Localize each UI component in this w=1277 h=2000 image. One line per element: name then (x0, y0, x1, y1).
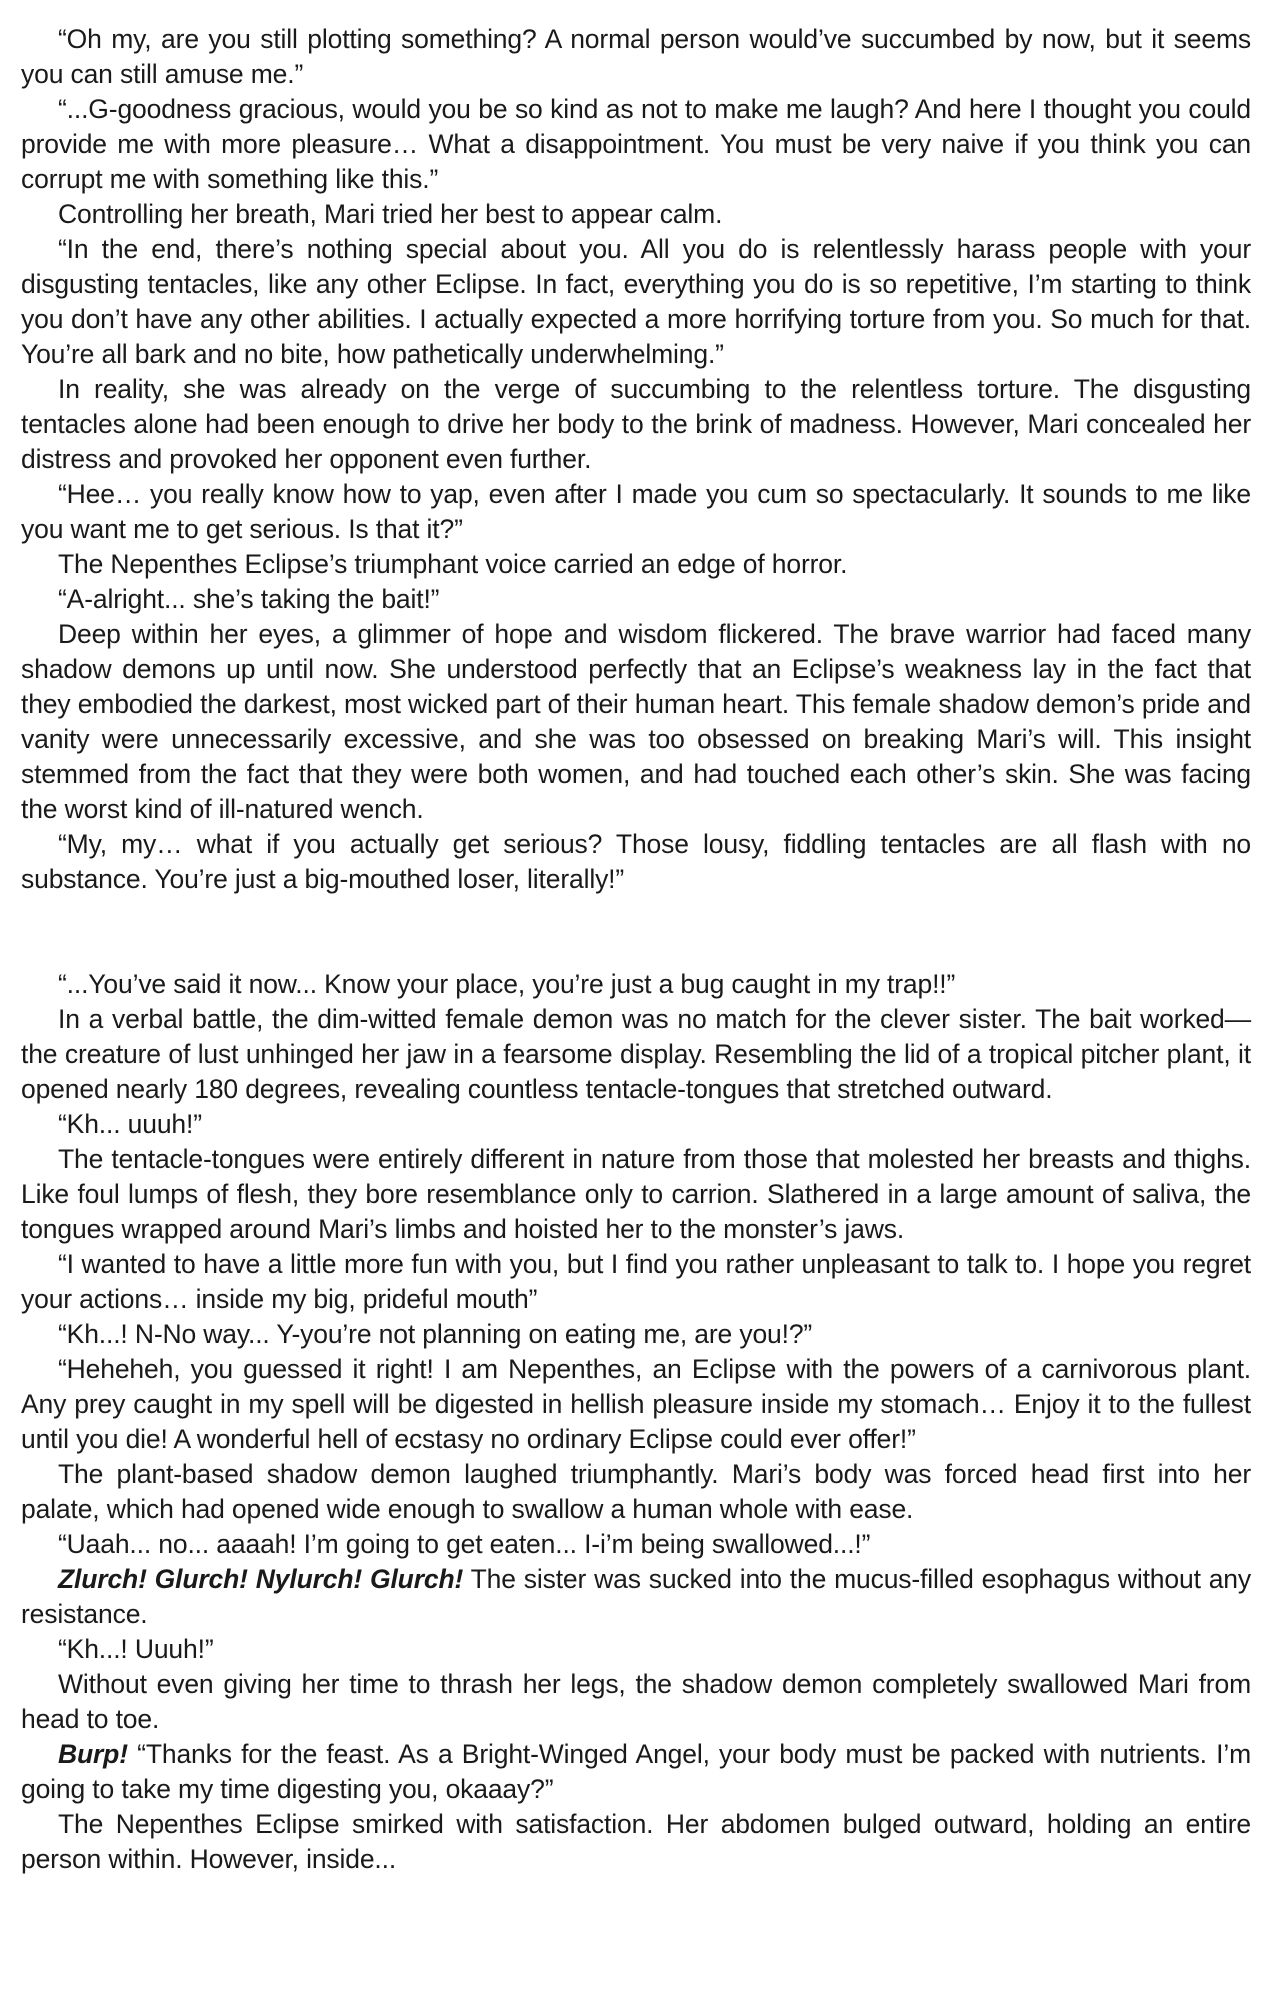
paragraph: In reality, she was already on the verge of succumbing to the relentless torture. The disgusting tentacles alone had been enough to drive her body to the brink of madness. However, Mari concealed her distress and provoked her opponent even further. (21, 374, 1251, 474)
sound-effect: Zlurch! Glurch! Nylurch! Glurch! (58, 1564, 464, 1594)
paragraph-text: “Thanks for the feast. As a Bright-Winged Angel, your body must be packed with nutrients. I’m going to take my time digesting you, okaaay?” (21, 1739, 1251, 1804)
paragraph: “...You’ve said it now... Know your place, you’re just a bug caught in my trap!!” (58, 969, 956, 999)
paragraph: “Kh...! N-No way... Y-you’re not planning on eating me, are you!?” (58, 1319, 813, 1349)
paragraph: “Heheheh, you guessed it right! I am Nepenthes, an Eclipse with the powers of a carnivorous plant. Any prey caught in my spell will be digested in hellish pleasure inside my stomach… Enjoy it to the fullest until you die! A wonderful hell of ecstasy no ordinary Eclipse could ever offer!” (21, 1354, 1251, 1454)
section-4 (21, 1807, 1251, 1877)
paragraph: “In the end, there’s nothing special about you. All you do is relentlessly harass people with your disgusting tentacles, like any other Eclipse. In fact, everything you do is so repetitive, I’m starting to think you don’t have any other abilities. I actually expected a more horrifying torture from you. So much for that. You’re all bark and no bite, how pathetically underwhelming.” (21, 234, 1251, 369)
paragraph-sfx (21, 1562, 1251, 1632)
paragraph: Without even giving her time to thrash her legs, the shadow demon completely swallowed Mari from head to toe. (21, 1669, 1251, 1734)
section-3 (21, 1632, 1251, 1737)
paragraph: The Nepenthes Eclipse’s triumphant voice carried an edge of horror. (58, 549, 848, 579)
paragraph: Deep within her eyes, a glimmer of hope and wisdom flickered. The brave warrior had faced many shadow demons up until now. She understood perfectly that an Eclipse’s weakness lay in the fact that they embodied the darkest, most wicked part of their human heart. This female shadow demon’s pride and vanity were unnecessarily excessive, and she was too obsessed on breaking Mari’s will. This insight stemmed from the fact that they were both women, and had touched each other’s skin. She was facing the worst kind of ill-natured wench. (21, 619, 1251, 824)
paragraph-burp (21, 1737, 1251, 1807)
paragraph: “A-alright... she’s taking the bait!” (58, 584, 440, 614)
paragraph-text: The sister was sucked into the mucus-filled esophagus without any resistance. (21, 1564, 1251, 1629)
section-2 (21, 967, 1251, 1562)
paragraph: “My, my… what if you actually get serious? Those lousy, fiddling tentacles are all flash with no substance. You’re just a big-mouthed loser, literally!” (21, 829, 1251, 894)
paragraph: “Hee… you really know how to yap, even after I made you cum so spectacularly. It sounds to me like you want me to get serious. Is that it?” (21, 479, 1251, 544)
paragraph: Controlling her breath, Mari tried her best to appear calm. (58, 199, 723, 229)
scene-break (21, 897, 1251, 967)
sound-effect: Burp! (58, 1739, 128, 1769)
paragraph: “Uaah... no... aaaah! I’m going to get eaten... I-i’m being swallowed...!” (58, 1529, 871, 1559)
paragraph: “...G-goodness gracious, would you be so kind as not to make me laugh? And here I thought you could provide me with more pleasure… What a disappointment. You must be very naive if you think you can corrupt me with something like this.” (21, 94, 1251, 194)
paragraph: “I wanted to have a little more fun with you, but I find you rather unpleasant to talk to. I hope you regret your actions… inside my big, prideful mouth” (21, 1249, 1251, 1314)
section-1 (21, 22, 1251, 897)
paragraph: “Kh...! Uuuh!” (58, 1634, 214, 1664)
paragraph: The plant-based shadow demon laughed triumphantly. Mari’s body was forced head first into her palate, which had opened wide enough to swallow a human whole with ease. (21, 1459, 1251, 1524)
paragraph: In a verbal battle, the dim-witted female demon was no match for the clever sister. The bait worked—the creature of lust unhinged her jaw in a fearsome display. Resembling the lid of a tropical pitcher plant, it opened nearly 180 degrees, revealing countless tentacle-tongues that stretched outward. (21, 1004, 1251, 1104)
paragraph: The tentacle-tongues were entirely different in nature from those that molested her breasts and thighs. Like foul lumps of flesh, they bore resemblance only to carrion. Slathered in a large amount of saliva, the tongues wrapped around Mari’s limbs and hoisted her to the monster’s jaws. (21, 1144, 1251, 1244)
paragraph: “Oh my, are you still plotting something? A normal person would’ve succumbed by now, but it seems you can still amuse me.” (21, 24, 1251, 89)
paragraph: The Nepenthes Eclipse smirked with satisfaction. Her abdomen bulged outward, holding an entire person within. However, inside... (21, 1809, 1251, 1874)
paragraph: “Kh... uuuh!” (58, 1109, 202, 1139)
document-page (21, 22, 1251, 1877)
